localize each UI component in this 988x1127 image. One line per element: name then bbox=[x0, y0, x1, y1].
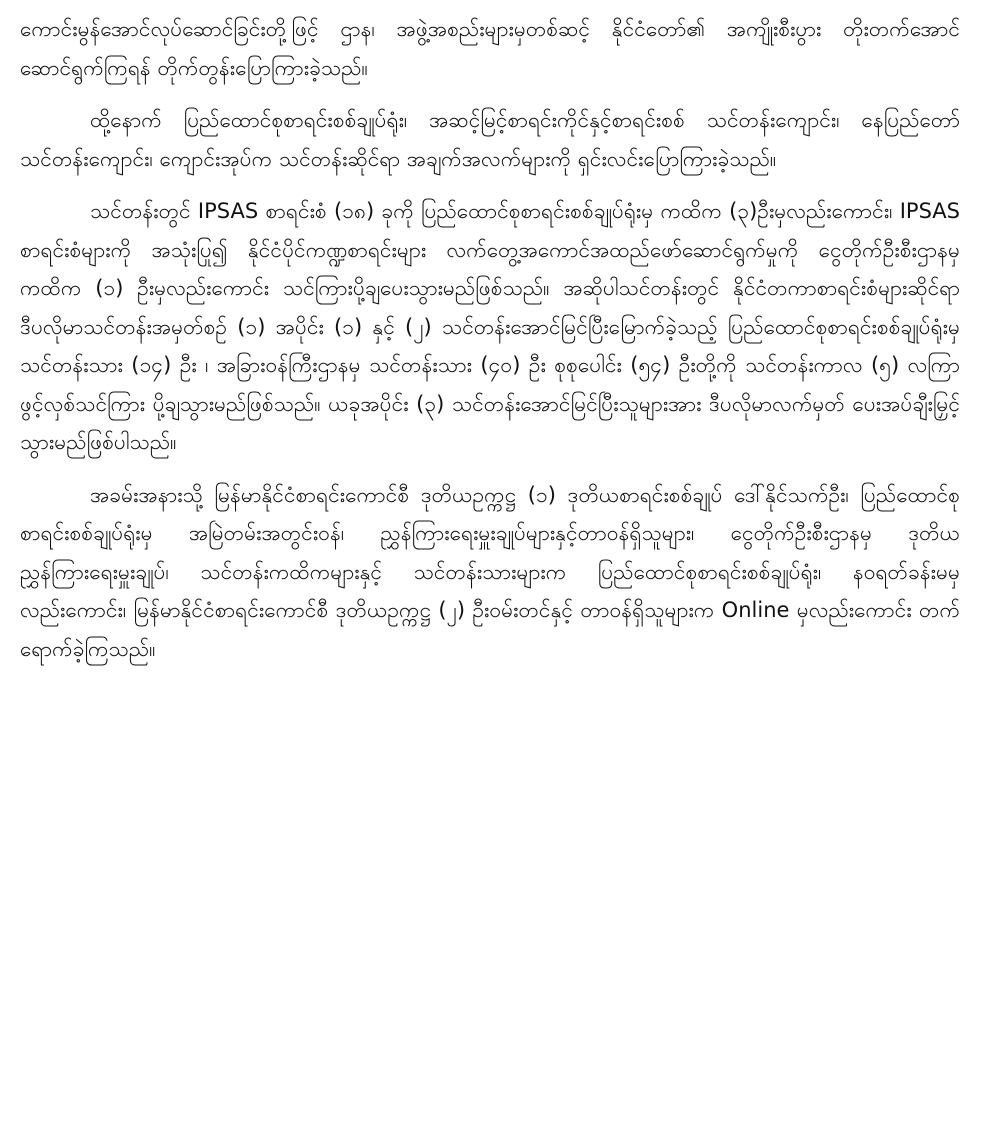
paragraph-attendees: အခမ်းအနားသို့ မြန်မာနိုင်ငံစာရင်းကောင်စီ ဒုတိယဥက္ကဋ္ဌ (၁) ဒုတိယစာရင်းစစ်ချုပ် ဒေါ်နိုင်သက်ဦး၊ ပြည်ထောင်စုစာရင်းစစ်ချုပ်ရုံးမှ အမြဲတမ်းအတွင်းဝန်၊ ညွှန်ကြားရေးမှူးချုပ်များနှင့်တာဝန်ရှိသူများ၊ ငွေတိုက်ဦးစီးဌာနမှ ဒုတိယညွှန်ကြားရေးမှူးချုပ်၊ သင်တန်းကထိကများနှင့် သင်တန်းသားများက ပြည်ထောင်စုစာရင်းစစ်ချုပ်ရုံး၊ နဝရတ်ခန်းမမှလည်းကောင်း၊ မြန်မာနိုင်ငံစာရင်းကောင်စီ ဒုတိယဥက္ကဋ္ဌ (၂) ဦးဝမ်းတင်နှင့် တာဝန်ရှိသူများက Online မှလည်းကောင်း တက်ရောက်ခဲ့ကြသည်။ bbox=[20, 482, 960, 661]
paragraph-continuation: ကောင်းမွန်အောင်လုပ်ဆောင်ခြင်းတို့ဖြင့် ဌာန၊ အဖွဲ့အစည်းများမှတစ်ဆင့် နိုင်ငံတော်၏ အကျိုးစီးပွား တိုးတက်အောင် ဆောင်ရွက်ကြရန် တိုက်တွန်းပြောကြားခဲ့သည်။ bbox=[20, 17, 960, 80]
paragraph-course-details: သင်တန်းတွင် IPSAS စာရင်းစံ (၁၈) ခုကို ပြည်ထောင်စုစာရင်းစစ်ချုပ်ရုံးမှ ကထိက (၃)ဦးမှလည်းကောင်း၊ IPSAS စာရင်းစံများကို အသုံးပြု၍ နိုင်ငံပိုင်ကဏ္ဍစာရင်းများ လက်တွေ့အကောင်အထည်ဖော်ဆောင်ရွက်မှုကို ငွေတိုက်ဦးစီးဌာနမှ ကထိက (၁) ဦးမှလည်းကောင်း သင်ကြားပို့ချပေးသွားမည်ဖြစ်သည်။ အဆိုပါသင်တန်းတွင် နိုင်ငံတကာစာရင်းစံများဆိုင်ရာ ဒီပလိုမာသင်တန်းအမှတ်စဉ် (၁) အပိုင်း (၁) နှင့် (၂) သင်တန်းအောင်မြင်ပြီးမြောက်ခဲ့သည့် ပြည်ထောင်စုစာရင်းစစ်ချုပ်ရုံးမှ သင်တန်းသား (၁၄) ဦး ၊ အခြားဝန်ကြီးဌာနမှ သင်တန်းသား (၄၀) ဦး စုစုပေါင်း (၅၄) ဦးတို့ကို သင်တန်းကာလ (၅) လကြာ ဖွင့်လှစ်သင်ကြား ပို့ချသွားမည်ဖြစ်သည်။ ယခုအပိုင်း (၃) သင်တန်းအောင်မြင်ပြီးသူများအား ဒီပလိုမာလက်မှတ် ပေးအပ်ချီးမြှင့်သွားမည်ဖြစ်ပါသည်။ bbox=[20, 199, 960, 454]
paragraph-training-school-explanation: ထို့နောက် ပြည်ထောင်စုစာရင်းစစ်ချုပ်ရုံး၊ အဆင့်မြင့်စာရင်းကိုင်နှင့်စာရင်းစစ် သင်တန်းကျောင်း၊ နေပြည်တော်သင်တန်းကျောင်း၊ ကျောင်းအုပ်က သင်တန်းဆိုင်ရာ အချက်အလက်များကို ရှင်းလင်းပြောကြားခဲ့သည်။ bbox=[20, 108, 960, 171]
